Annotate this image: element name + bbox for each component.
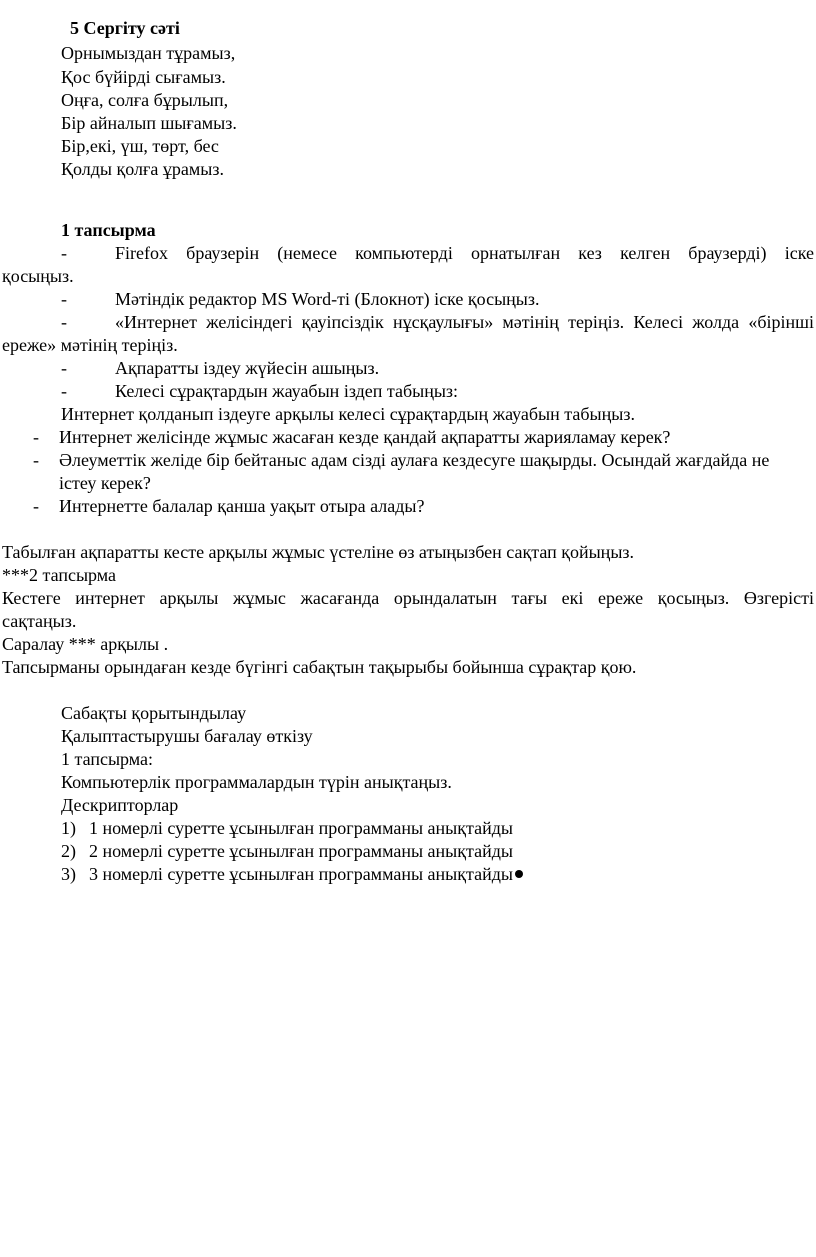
task1-item-1-cont: қосыңыз.	[2, 266, 74, 286]
descriptor-number: 1)	[61, 818, 76, 838]
poem-line: Қос бүйірді сығамыз.	[61, 67, 226, 87]
task1-item-3: «Интернет желісіндегі қауіпсіздік нұсқаулығы» мәтінің теріңіз. Келесі жолда «бірінші	[115, 312, 814, 332]
poem-line: Қолды қолға ұрамыз.	[61, 159, 224, 179]
bullet-dot-icon	[515, 870, 523, 878]
assessment-line: Қалыптастырушы бағалау өткізу	[61, 726, 313, 746]
descriptor-item	[89, 863, 523, 885]
poem-line: Оңға, солға бұрылып,	[61, 90, 229, 110]
list-dash: -	[33, 427, 39, 447]
descriptor-text: 3 номерлі суретте ұсынылған программаны анықтайды	[89, 864, 513, 884]
descriptor-text: 1 номерлі суретте ұсынылған программаны анықтайды	[89, 818, 513, 838]
summary-title: Сабақты қорытындылау	[61, 703, 247, 723]
list-dash: -	[61, 381, 67, 401]
list-dash: -	[33, 450, 39, 470]
task1-item-2: Мәтіндік редактор MS Word-ті (Блокнот) іске қосыңыз.	[115, 289, 540, 309]
descriptors-title: Дескрипторлар	[61, 795, 179, 815]
list-dash: -	[61, 312, 67, 332]
list-dash: -	[61, 358, 67, 378]
descriptor-number: 2)	[61, 841, 76, 861]
summary-task: 1 тапсырма:	[61, 749, 154, 769]
question-2: Әлеуметтік желіде бір бейтаныс адам сізді аулаға кездесуге шақырды. Осындай жағдайда не	[59, 450, 770, 470]
list-dash: -	[33, 496, 39, 516]
task1-title: 1 тапсырма	[61, 220, 156, 240]
question-1: Интернет желісінде жұмыс жасаған кезде қандай ақпаратты жарияламау керек?	[59, 427, 671, 447]
sergitu-title: 5 Сергіту сәті	[70, 18, 180, 38]
poem-line: Орнымыздан тұрамыз,	[61, 43, 236, 63]
task2-title: ***2 тапсырма	[2, 565, 117, 585]
poem-line: Бір айналып шығамыз.	[61, 113, 237, 133]
task1-item-5: Келесі сұрақтардын жауабын іздеп табыңыз:	[115, 381, 459, 401]
saralau-line: Саралау *** арқылы .	[2, 634, 169, 654]
task2-text: Кестеге интернет арқылы жұмыс жасағанда орындалатын тағы екі ереже қосыңыз. Өзгерісті	[2, 588, 814, 608]
descriptor-text: 2 номерлі суретте ұсынылған программаны анықтайды	[89, 841, 513, 861]
list-dash: -	[61, 289, 67, 309]
task1-intro: Интернет қолданып іздеуге арқылы келесі сұрақтардың жауабын табыңыз.	[61, 404, 635, 424]
task1-item-4: Ақпаратты іздеу жүйесін ашыңыз.	[115, 358, 380, 378]
question-3: Интернетте балалар қанша уақыт отыра алады?	[59, 496, 425, 516]
task1-item-3-cont: ереже» мәтінің теріңіз.	[2, 335, 178, 355]
descriptor-number: 3)	[61, 864, 76, 884]
summary-instruction: Компьютерлік программалардын түрін анықтаңыз.	[61, 772, 452, 792]
save-note: Табылған ақпаратты кесте арқылы жұмыс үстеліне өз атыңызбен сақтап қойыңыз.	[2, 542, 635, 562]
poem-line: Бір,екі, үш, төрт, бес	[61, 136, 219, 156]
task2-instruction: Тапсырманы орындаған кезде бүгінгі сабақтын тақырыбы бойынша сұрақтар қою.	[2, 657, 637, 677]
question-2-cont: істеу керек?	[59, 473, 151, 493]
task2-text-cont: сақтаңыз.	[2, 611, 77, 631]
list-dash: -	[61, 243, 67, 263]
task1-item-1: Firefox браузерін (немесе компьютерді орнатылған кез келген браузерді) іске	[115, 243, 814, 263]
